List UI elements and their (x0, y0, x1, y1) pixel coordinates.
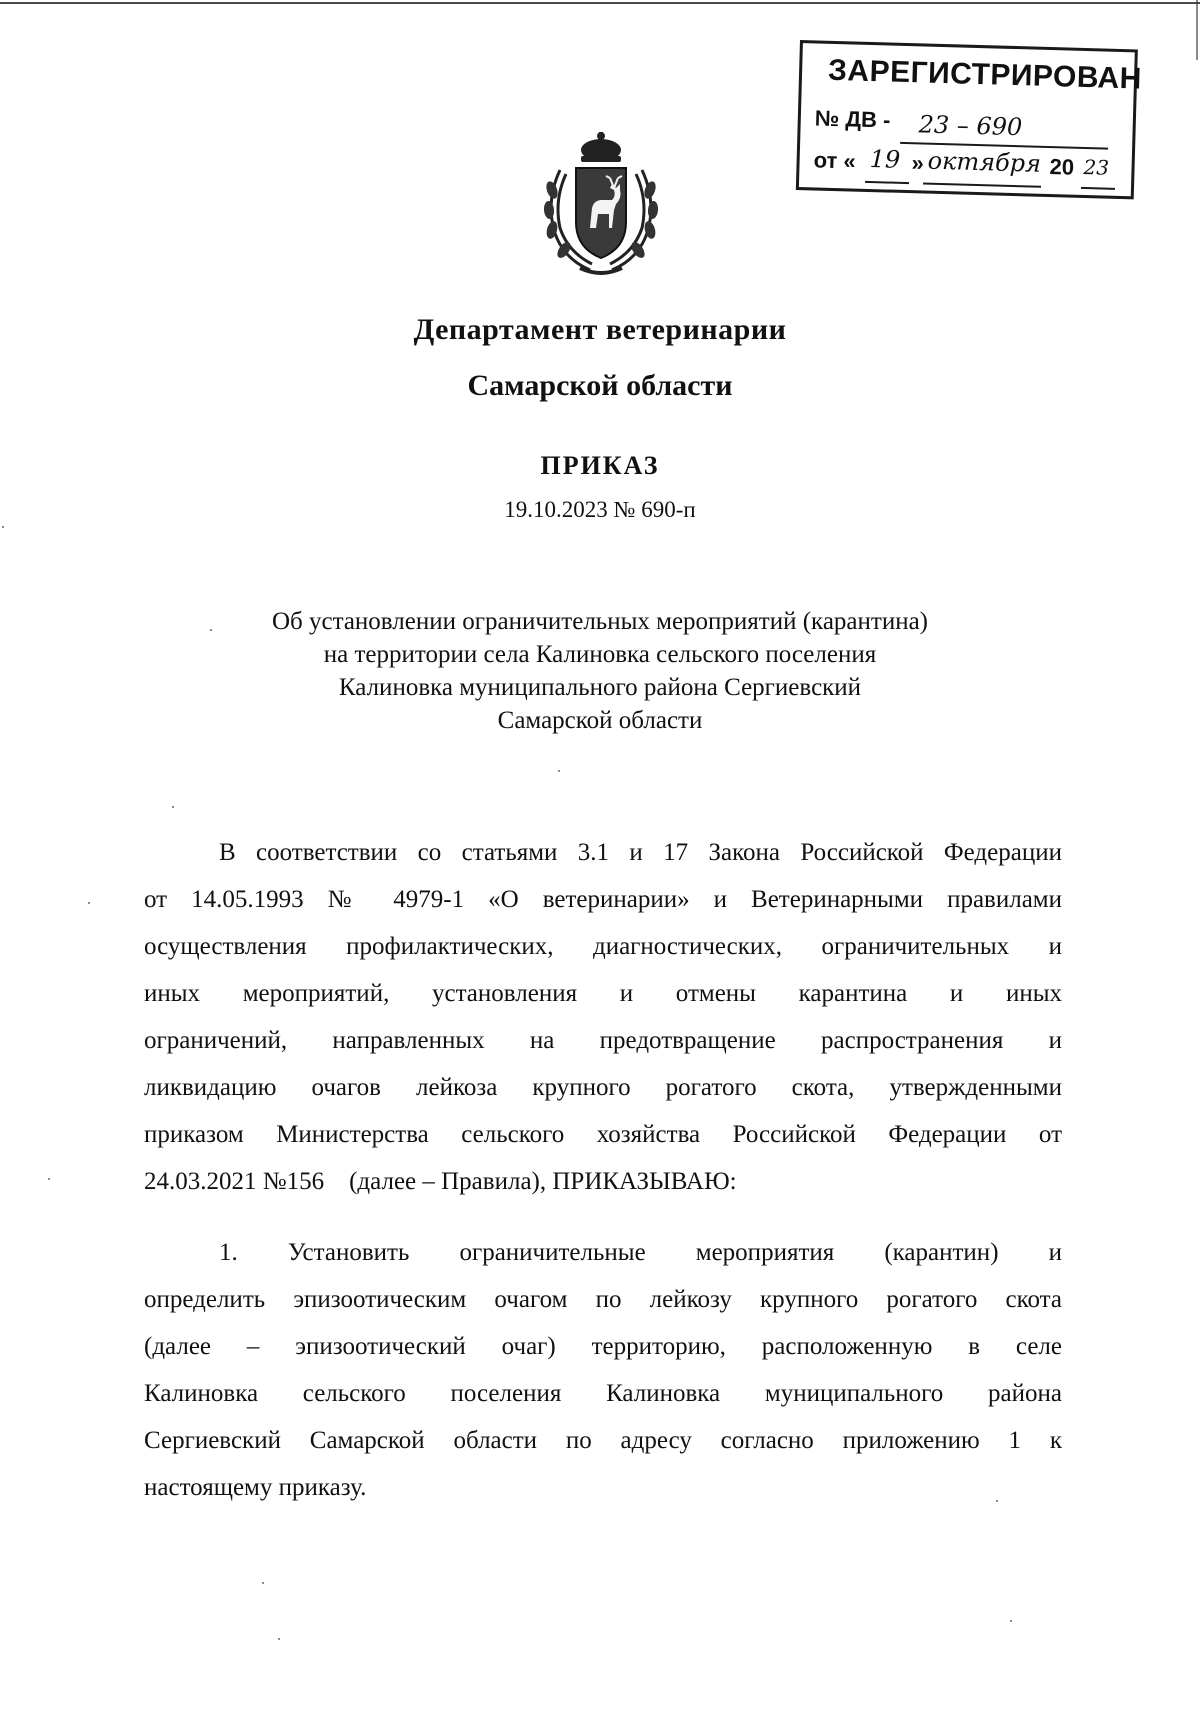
paragraph-line: от 14.05.1993 № 4979-1 «О ветеринарии» и Ветеринарными правилами (144, 886, 1062, 913)
scan-speck (558, 770, 560, 772)
stamp-date-year-suffix: 23 (1083, 154, 1110, 180)
paragraph-line: 1. Установить ограничительные мероприятия (карантин) и (219, 1239, 1062, 1266)
scan-speck (996, 1500, 998, 1502)
document-subject (0, 605, 1200, 737)
stamp-date-month: октября (927, 146, 1042, 178)
department-name-line1: Департамент ветеринарии (413, 313, 787, 346)
subject-line: Калиновка муниципального района Сергиевский (338, 674, 862, 701)
stamp-month-underline (923, 182, 1041, 187)
paragraph-line: В соответствии со статьями 3.1 и 17 Закона Российской Федерации (219, 839, 1062, 866)
document-date-number: 19.10.2023 № 690-п (504, 497, 696, 522)
stamp-date-year-prefix: 20 (1049, 154, 1075, 180)
paragraph-line: Калиновка сельского поселения Калиновка муниципального района (144, 1380, 1062, 1407)
stamp-number-label: № ДВ - (814, 105, 891, 133)
scan-speck (210, 629, 212, 631)
paragraph-line: Сергиевский Самарской области по адресу согласно приложению 1 к (144, 1427, 1062, 1454)
subject-line: Самарской области (497, 707, 703, 734)
stamp-date-prefix: от « (813, 147, 857, 174)
paragraph-line: (далее – эпизоотический очаг) территорию, расположенную в селе (144, 1333, 1062, 1360)
stamp-number-line (814, 105, 890, 133)
scan-speck (88, 902, 90, 904)
stamp-date-mid: » (911, 150, 925, 176)
paragraph-line: определить эпизоотическим очагом по лейкозу крупного рогатого скота (144, 1286, 1062, 1313)
scan-speck (278, 1638, 280, 1640)
subject-line: Об установлении ограничительных мероприятий (карантина) (271, 608, 929, 635)
stamp-year-underline (1081, 187, 1115, 190)
document-type-title: ПРИКАЗ (540, 451, 660, 480)
body-paragraph-1 (144, 829, 1062, 1205)
paragraph-line: осуществления профилактических, диагностических, ограничительных и (144, 933, 1062, 960)
scan-speck (48, 1178, 50, 1180)
scan-speck (172, 806, 174, 808)
paragraph-line: ликвидацию очагов лейкоза крупного рогатого скота, утвержденными (144, 1074, 1062, 1101)
paragraph-line: приказом Министерства сельского хозяйства Российской Федерации от (144, 1121, 1062, 1148)
stamp-date-line (813, 147, 856, 174)
scan-speck (2, 526, 4, 528)
paragraph-line: 24.03.2021 №156 (далее – Правила), ПРИКАЗЫВАЮ: (144, 1168, 737, 1195)
stamp-title: ЗАРЕГИСТРИРОВАН (827, 53, 1143, 96)
paragraph-line: настоящему приказу. (144, 1474, 367, 1501)
scan-speck (1010, 1620, 1012, 1622)
stamp-number-handwritten: 23 – 690 (918, 110, 1023, 142)
scan-edge-top (0, 2, 1200, 4)
scan-edge-right (1196, 0, 1198, 60)
paragraph-line: ограничений, направленных на предотвращение распространения и (144, 1027, 1062, 1054)
paragraph-line: иных мероприятий, установления и отмены карантина и иных (144, 980, 1062, 1007)
stamp-date-day: 19 (869, 144, 901, 174)
registration-stamp (796, 40, 1143, 199)
scan-speck (262, 1582, 264, 1584)
department-name-line2: Самарской области (467, 369, 733, 402)
body-paragraph-2 (144, 1229, 1062, 1511)
coat-of-arms-icon (540, 130, 662, 280)
stamp-day-underline (865, 181, 909, 184)
subject-line: на территории села Калиновка сельского поселения (323, 641, 877, 668)
